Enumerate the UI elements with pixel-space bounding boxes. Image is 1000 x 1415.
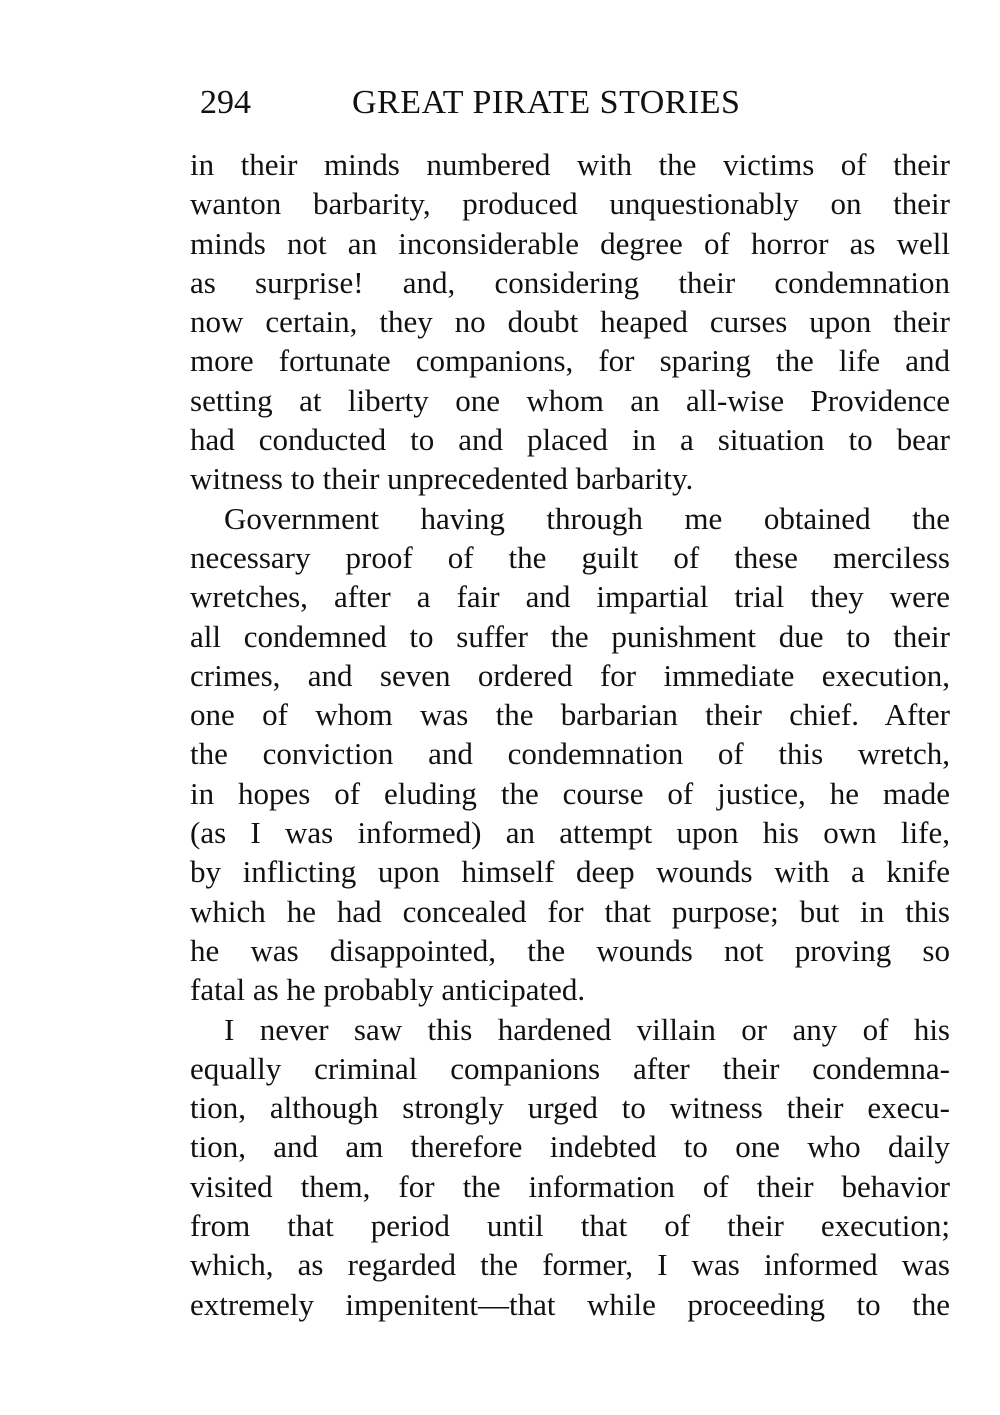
page-number: 294 [200, 84, 251, 121]
text-line: the conviction and condemnation of this wretch, [190, 736, 950, 772]
text-line: setting at liberty one whom an all-wise Providence [190, 382, 950, 418]
text-line: which he had concealed for that purpose; but in this [190, 893, 950, 929]
paragraph-1 [190, 145, 950, 499]
text-line: visited them, for the information of their behavior [190, 1168, 950, 1204]
text-line: minds not an inconsiderable degree of horror as well [190, 225, 950, 261]
text-line: as surprise! and, considering their condemnation [190, 264, 950, 300]
text-line: he was disappointed, the wounds not proving so [190, 932, 950, 968]
text-line: witness to their unprecedented barbarity. [190, 461, 694, 497]
text-line: in their minds numbered with the victims of their [190, 147, 950, 182]
text-line: by inflicting upon himself deep wounds with a knife [190, 854, 950, 890]
text-line: crimes, and seven ordered for immediate execution, [190, 657, 950, 693]
text-line: wanton barbarity, produced unquestionably on their [190, 186, 950, 222]
text-line: in hopes of eluding the course of justice, he made [190, 775, 950, 811]
body-text [190, 145, 950, 1324]
text-line: tion, and am therefore indebted to one who daily [190, 1129, 950, 1165]
text-line: now certain, they no doubt heaped curses upon their [190, 304, 950, 340]
paragraph-3 [190, 1010, 950, 1324]
text-line: extremely impenitent—that while proceeding to the [190, 1286, 950, 1322]
running-header [200, 78, 960, 128]
text-line: from that period until that of their execution; [190, 1208, 950, 1244]
text-line: Government having through me obtained the [224, 500, 950, 536]
text-line: all condemned to suffer the punishment due to their [190, 618, 950, 654]
book-title: GREAT PIRATE STORIES [352, 84, 741, 121]
text-line: I never saw this hardened villain or any of his [224, 1011, 950, 1047]
paragraph-2 [190, 499, 950, 1010]
text-line: necessary proof of the guilt of these merciless [190, 539, 950, 575]
text-line: one of whom was the barbarian their chief. After [190, 697, 950, 733]
text-line: (as I was informed) an attempt upon his own life, [190, 815, 950, 851]
text-line: more fortunate companions, for sparing the life and [190, 343, 950, 379]
text-line: which, as regarded the former, I was informed was [190, 1247, 950, 1283]
text-line: had conducted to and placed in a situation to bear [190, 422, 950, 458]
text-line: equally criminal companions after their condemna- [190, 1050, 950, 1086]
text-line: tion, although strongly urged to witness their execu- [190, 1090, 950, 1126]
text-line: fatal as he probably anticipated. [190, 972, 586, 1008]
text-line: wretches, after a fair and impartial trial they were [190, 579, 950, 615]
